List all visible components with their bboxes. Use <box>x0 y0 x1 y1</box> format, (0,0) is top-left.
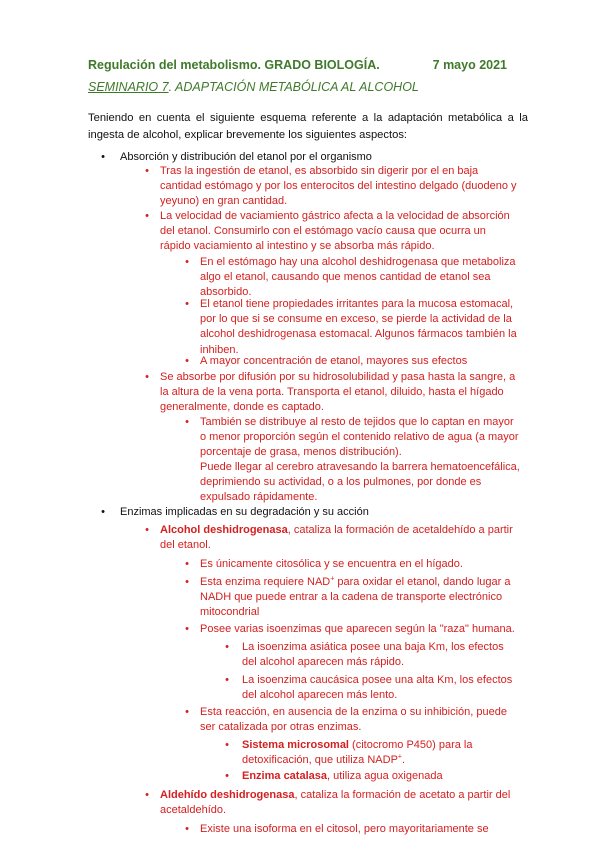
microsomal-end: . <box>402 754 406 767</box>
aldh-point-1: Existe una isoforma en el citosol, pero mayoritariamente se <box>200 823 489 835</box>
adh-name: Alcohol deshidrogenasa <box>160 524 288 536</box>
bullet-icon: • <box>185 558 189 570</box>
absorcion-point-3b: Puede llegar al cerebro atravesando la barrera hematoencefálica, deprimiendo su actividad, o a los pulmones, por donde es expulsado rápidamente. <box>200 461 520 504</box>
catalase-description: , utiliza agua oxigenada <box>327 770 443 782</box>
course-title: Regulación del metabolismo. GRADO BIOLOGÍA. <box>88 58 380 72</box>
enzima-adh <box>160 523 520 553</box>
aldh-name: Aldehído deshidrogenasa <box>160 789 295 801</box>
bullet-icon: • <box>185 623 189 635</box>
adh-point-3: Posee varias isoenzimas que aparecen según la "raza" humana. <box>200 623 515 635</box>
microsomal-name: Sistema microsomal <box>242 739 349 751</box>
section-enzimas-title: Enzimas implicadas en su degradación y su acción <box>120 506 369 518</box>
absorcion-point-2: La velocidad de vaciamiento gástrico afecta a la velocidad de absorción del etanol. Consumirlo con el estómago vacío causa que ocurra un rápido vaciamiento al intestino y se absorba más rápido. <box>160 210 510 253</box>
bullet-icon: • <box>145 524 149 536</box>
bullet-icon: • <box>225 641 229 653</box>
absorcion-point-2a: En el estómago hay una alcohol deshidrogenasa que metaboliza algo el etanol, causando que menos cantidad de etanol sea absorbido. <box>200 256 516 299</box>
bullet-icon: • <box>185 706 189 718</box>
intro-paragraph: Teniendo en cuenta el siguiente esquema referente a la adaptación metabólica a la ingesta de alcohol, explicar brevemente los siguientes aspectos: <box>88 112 528 141</box>
bullet-icon: • <box>145 210 149 222</box>
superscript: + <box>397 753 403 761</box>
catalase-name: Enzima catalasa <box>242 770 327 782</box>
bullet-icon: • <box>101 506 105 518</box>
bullet-icon: • <box>225 770 229 782</box>
bullet-icon: • <box>101 151 105 163</box>
adh-point-3a: La isoenzima asiática posee una baja Km, los efectos del alcohol aparecen más rápido. <box>242 641 504 669</box>
seminar-title <box>88 80 419 94</box>
section-absorcion-title: Absorción y distribución del etanol por el organismo <box>120 151 372 163</box>
bullet-icon: • <box>185 355 189 367</box>
absorcion-point-1: Tras la ingestión de etanol, es absorbido sin digerir por el en baja cantidad estómago y por los enterocitos del intestino delgado (duodeno y yeyuno) en gran cantidad. <box>160 165 517 208</box>
adh-point-4: Esta reacción, en ausencia de la enzima o su inhibición, puede ser catalizada por otras enzimas. <box>200 706 507 734</box>
alt-enzyme-microsomal <box>242 738 520 768</box>
absorcion-point-2c: A mayor concentración de etanol, mayores sus efectos <box>200 355 468 367</box>
enzima-aldh <box>160 788 520 818</box>
aldh-description: , cataliza la formación de acetato a partir del acetaldehído. <box>160 789 511 817</box>
bullet-icon: • <box>225 674 229 686</box>
document-header <box>88 58 513 72</box>
bullet-icon: • <box>145 789 149 801</box>
bullet-icon: • <box>185 576 189 588</box>
bullet-icon: • <box>185 416 189 428</box>
bullet-icon: • <box>145 371 149 383</box>
document-date: 7 mayo 2021 <box>432 58 507 72</box>
superscript: + <box>330 575 335 583</box>
adh-point-1: Es únicamente citosólica y se encuentra en el hígado. <box>200 558 463 570</box>
bullet-icon: • <box>185 298 189 310</box>
adh-description: , cataliza la formación de acetaldehído a partir del etanol. <box>160 524 513 552</box>
absorcion-point-3: Se absorbe por difusión por su hidrosolubilidad y pasa hasta la sangre, a la altura de la vena porta. Transporta el etanol, diluido, hasta el hígado generalmente, donde es captado. <box>160 371 516 414</box>
bullet-icon: • <box>225 739 229 751</box>
bullet-icon: • <box>185 256 189 268</box>
adh-point-2-text: Esta enzima requiere NAD <box>200 576 331 588</box>
adh-point-3b: La isoenzima caucásica posee una alta Km, los efectos del alcohol aparecen más lento. <box>242 674 513 702</box>
bullet-icon: • <box>185 823 189 835</box>
absorcion-point-3a: También se distribuye al resto de tejidos que lo captan en mayor o menor proporción según el contenido relativo de agua (a mayor porcentaje de grasa, menos distribución). <box>200 416 519 459</box>
seminar-number: SEMINARIO 7 <box>88 80 169 94</box>
alt-enzyme-catalase <box>242 769 520 784</box>
adh-point-2-text-end: para oxidar el etanol, dando lugar a NADH que puede entrar a la cadena de transporte electrónico mitocondrial <box>200 576 511 619</box>
seminar-topic: . ADAPTACIÓN METABÓLICA AL ALCOHOL <box>168 80 419 94</box>
adh-point-2 <box>200 575 518 621</box>
microsomal-description: (citocromo P450) para la detoxificación, que utiliza NADP <box>242 739 473 767</box>
bullet-icon: • <box>145 165 149 177</box>
absorcion-point-2b: El etanol tiene propiedades irritantes para la mucosa estomacal, por lo que si se consume en exceso, se pierde la actividad de la alcohol deshidrogenasa estomacal. Algunos fármacos también la inhiben. <box>200 298 517 356</box>
